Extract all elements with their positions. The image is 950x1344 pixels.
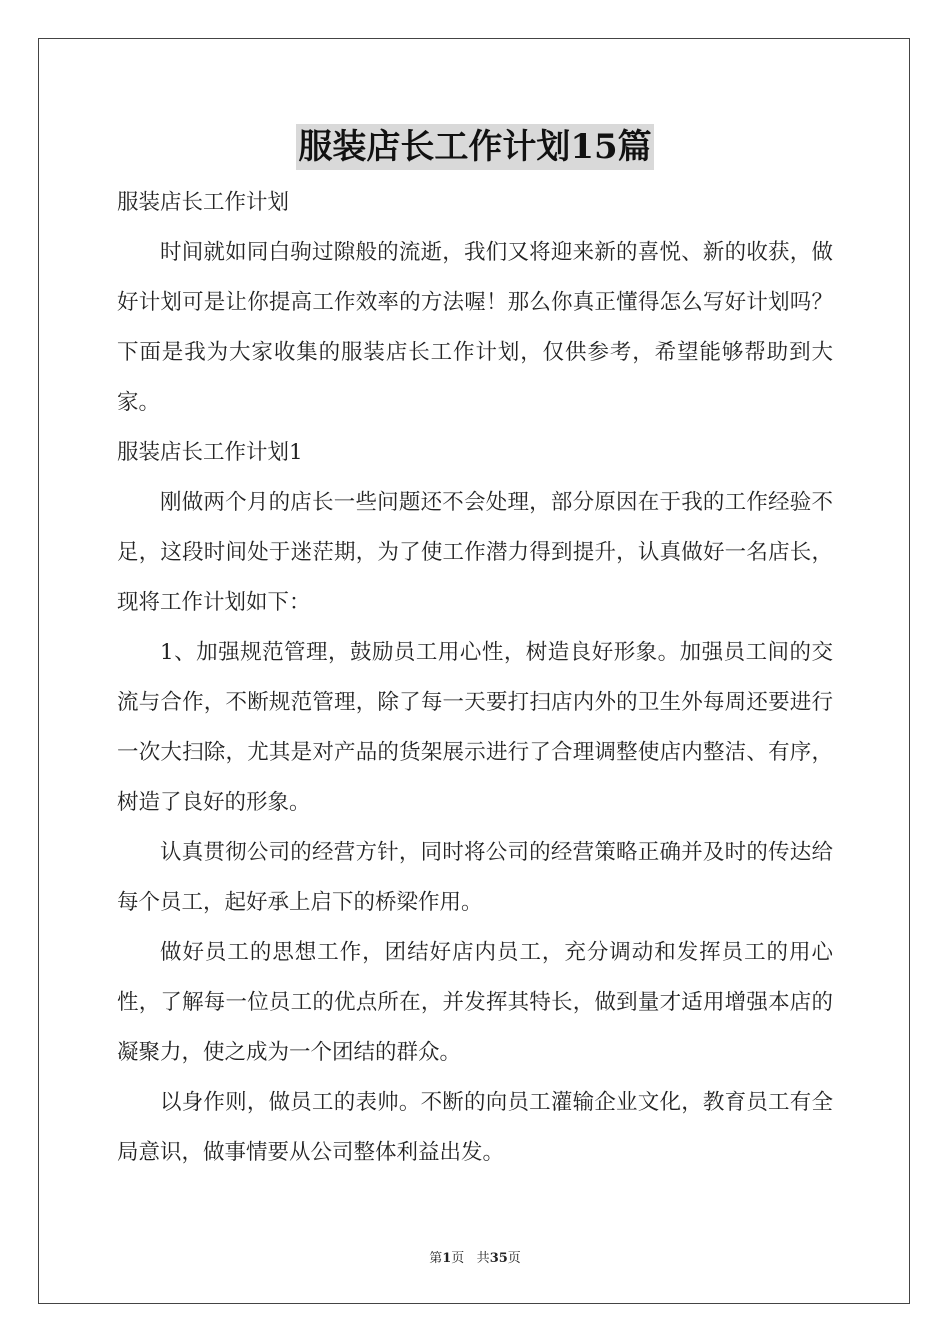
paragraph: 以身作则，做员工的表帅。不断的向员工灌输企业文化，教育员工有全局意识，做事情要从公司整体利益出发。 [117, 1090, 833, 1165]
footer-total-suffix: 页 [507, 1251, 521, 1266]
paragraph: 做好员工的思想工作，团结好店内员工，充分调动和发挥员工的用心性，了解每一位员工的优点所在，并发挥其特长，做到量才适用增强本店的凝聚力，使之成为一个团结的群众。 [117, 940, 833, 1065]
paragraph: 服装店长工作计划 [117, 190, 290, 215]
paragraph: 服装店长工作计划1 [117, 440, 303, 465]
footer-total-prefix: 共 [476, 1251, 490, 1266]
document-title: 服装店长工作计划15篇 [296, 124, 653, 170]
footer-page-prefix: 第 [429, 1251, 443, 1266]
paragraph: 认真贯彻公司的经营方针，同时将公司的经营策略正确并及时的传达给每个员工，起好承上启下的桥梁作用。 [117, 840, 833, 915]
footer-total-pages: 35 [489, 1251, 508, 1266]
document-body [117, 178, 833, 1178]
footer-page-suffix: 页 [451, 1251, 465, 1266]
page-footer [0, 1247, 950, 1266]
footer-page-number: 1 [442, 1251, 452, 1266]
paragraph: 刚做两个月的店长一些问题还不会处理，部分原因在于我的工作经验不足，这段时间处于迷茫期，为了使工作潜力得到提升，认真做好一名店长，现将工作计划如下： [117, 490, 833, 615]
paragraph: 1、加强规范管理，鼓励员工用心性，树造良好形象。加强员工间的交流与合作，不断规范管理，除了每一天要打扫店内外的卫生外每周还要进行一次大扫除，尤其是对产品的货架展示进行了合理调整使店内整洁、有序，树造了良好的形象。 [117, 640, 833, 815]
title-container [0, 124, 950, 170]
paragraph: 时间就如同白驹过隙般的流逝，我们又将迎来新的喜悦、新的收获，做好计划可是让你提高工作效率的方法喔！那么你真正懂得怎么写好计划吗？下面是我为大家收集的服装店长工作计划，仅供参考，希望能够帮助到大家。 [117, 240, 833, 415]
